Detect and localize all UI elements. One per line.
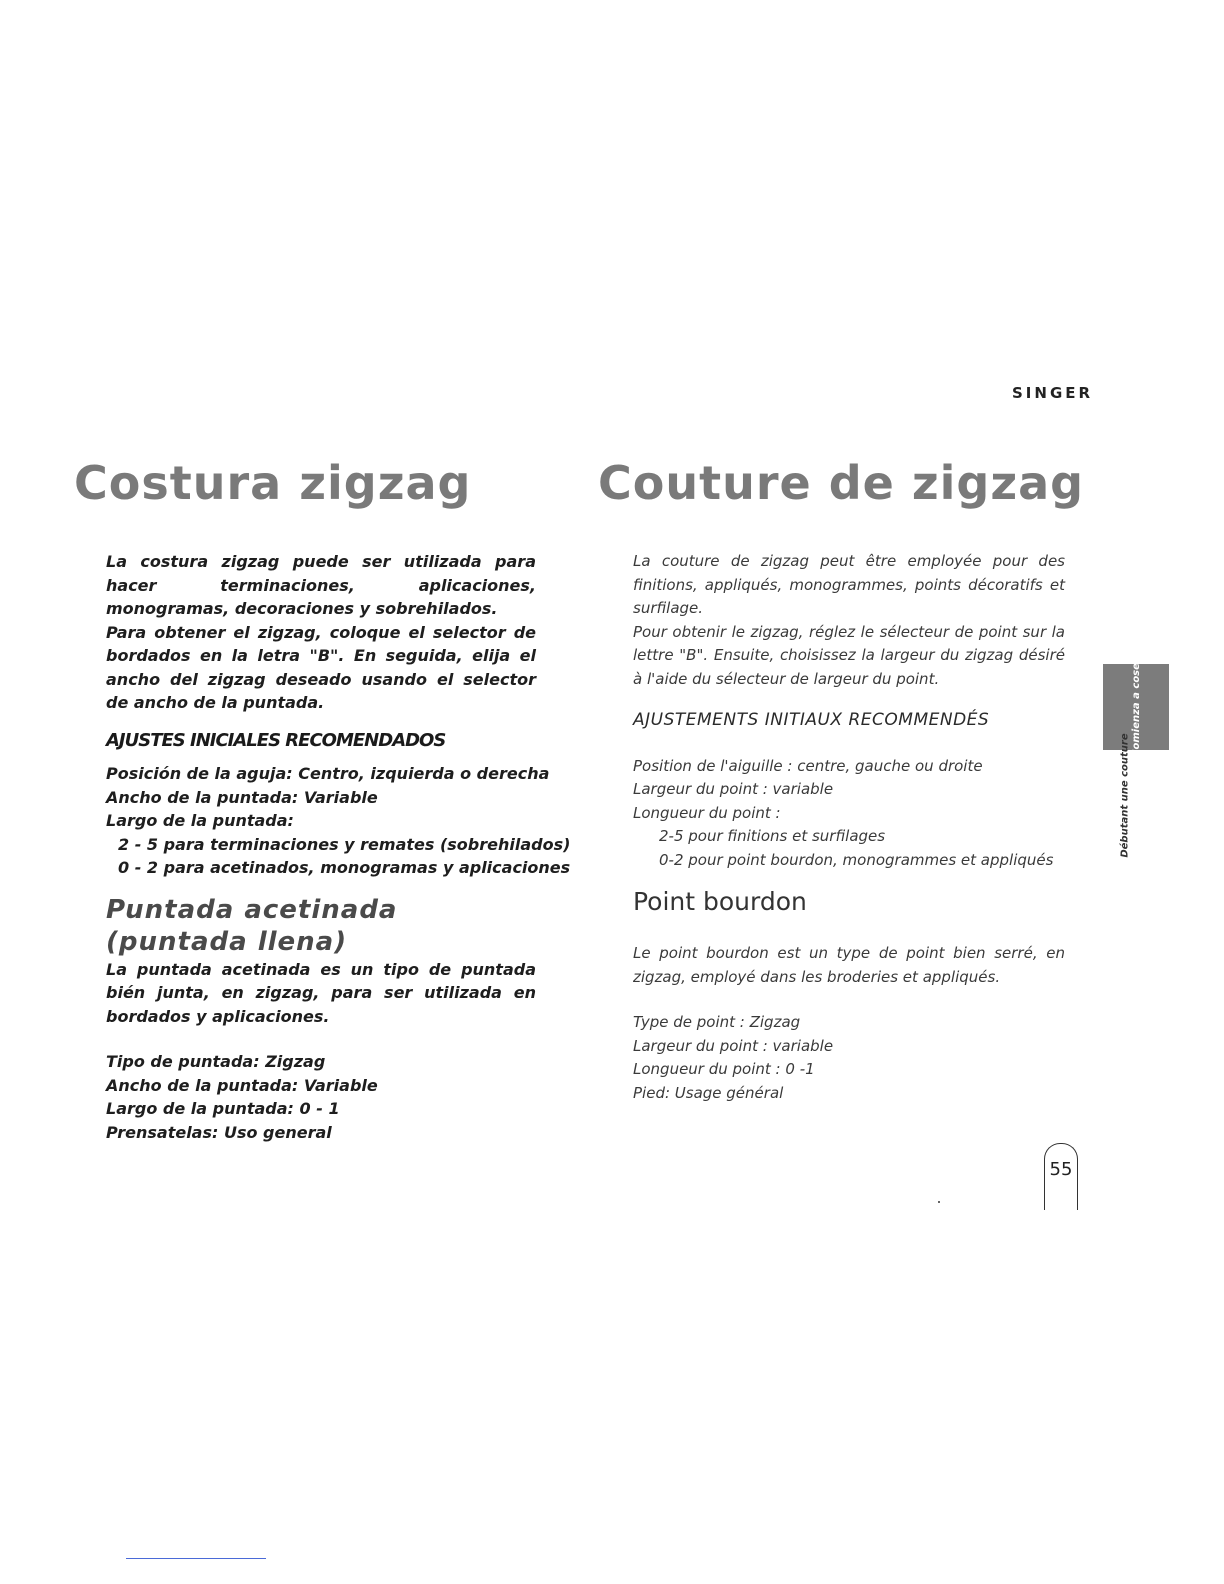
french-satin-setting: Largeur du point : variable [633,1036,834,1055]
french-satin-setting: Type de point : Zigzag [633,1013,801,1031]
french-setting-width: Largeur du point : variable [633,780,834,798]
spanish-setting-length-option: 2 - 5 para terminaciones y remates (sobrehilados) [118,834,571,854]
brand-logo: SINGER [1012,384,1094,402]
spanish-satin-setting: Ancho de la puntada: Variable [106,1075,378,1095]
spanish-instructions: Para obtener el zigzag, coloque el selector de bordados en la letra "B". En seguida, elija el ancho del zigzag deseado usando el selector de ancho de la puntada. [106,622,536,712]
spanish-setting-needle: Posición de la aguja: Centro, izquierda o derecha [106,764,550,783]
french-title: Couture de zigzag [598,456,1085,510]
french-setting-length-option: 2-5 pour finitions et surfilages [659,827,886,845]
spanish-subtitle: Puntada acetinada (puntada llena) [106,894,398,957]
french-instructions: Pour obtenir le zigzag, réglez le sélecteur de point sur la lettre "B". Ensuite, choisissez la largeur du zigzag désiré à l'aide du sélecteur de largeur du point. [633,622,1065,688]
french-intro: La couture de zigzag peut être employée pour des finitions, appliqués, monogrammes, points décoratifs et surfilage. [633,552,1065,617]
spanish-setting-width: Ancho de la puntada: Variable [106,787,378,807]
divider-line [126,1558,266,1559]
spanish-satin-setting: Tipo de puntada: Zigzag [106,1052,326,1071]
french-setting-length: Longueur du point : [633,803,781,822]
spanish-satin-setting: Largo de la puntada: 0 - 1 [106,1099,340,1118]
french-satin-intro: Le point bourdon est un type de point bien serré, en zigzag, employé dans les broderies et appliqués. [633,944,1065,986]
spanish-setting-length: Largo de la puntada: [106,811,294,830]
french-satin-setting: Pied: Usage général [633,1083,784,1102]
spanish-settings-heading: AJUSTES INICIALES RECOMENDADOS [106,729,446,751]
side-tab-label: Débutant une couture [1119,732,1131,858]
spanish-satin-intro: La puntada acetinada es un tipo de puntada bién junta, en zigzag, para ser utilizada en bordados y aplicaciones. [106,959,536,1026]
side-tab-active-label: Comienza a coser [1130,657,1142,757]
spanish-title: Costura zigzag [74,456,472,510]
french-setting-needle: Position de l'aiguille : centre, gauche ou droite [633,756,983,775]
spanish-satin-setting: Prensatelas: Uso general [106,1122,332,1142]
french-column [633,550,1065,1105]
page-number: 55 [1049,1159,1073,1180]
spanish-intro: La costura zigzag puede ser utilizada para hacer terminaciones, aplicaciones, monogramas, decoraciones y sobrehilados. [106,552,536,618]
french-settings-heading: AJUSTEMENTS INITIAUX RECOMMENDÉS [633,710,990,730]
french-satin-setting: Longueur du point : 0 -1 [633,1060,815,1078]
french-subtitle: Point bourdon [633,887,807,916]
spanish-column [106,550,571,1144]
speck [938,1201,940,1203]
spanish-setting-length-option: 0 - 2 para acetinados, monogramas y aplicaciones [118,858,571,877]
french-setting-length-option: 0-2 pour point bourdon, monogrammes et appliqués [659,850,1054,869]
